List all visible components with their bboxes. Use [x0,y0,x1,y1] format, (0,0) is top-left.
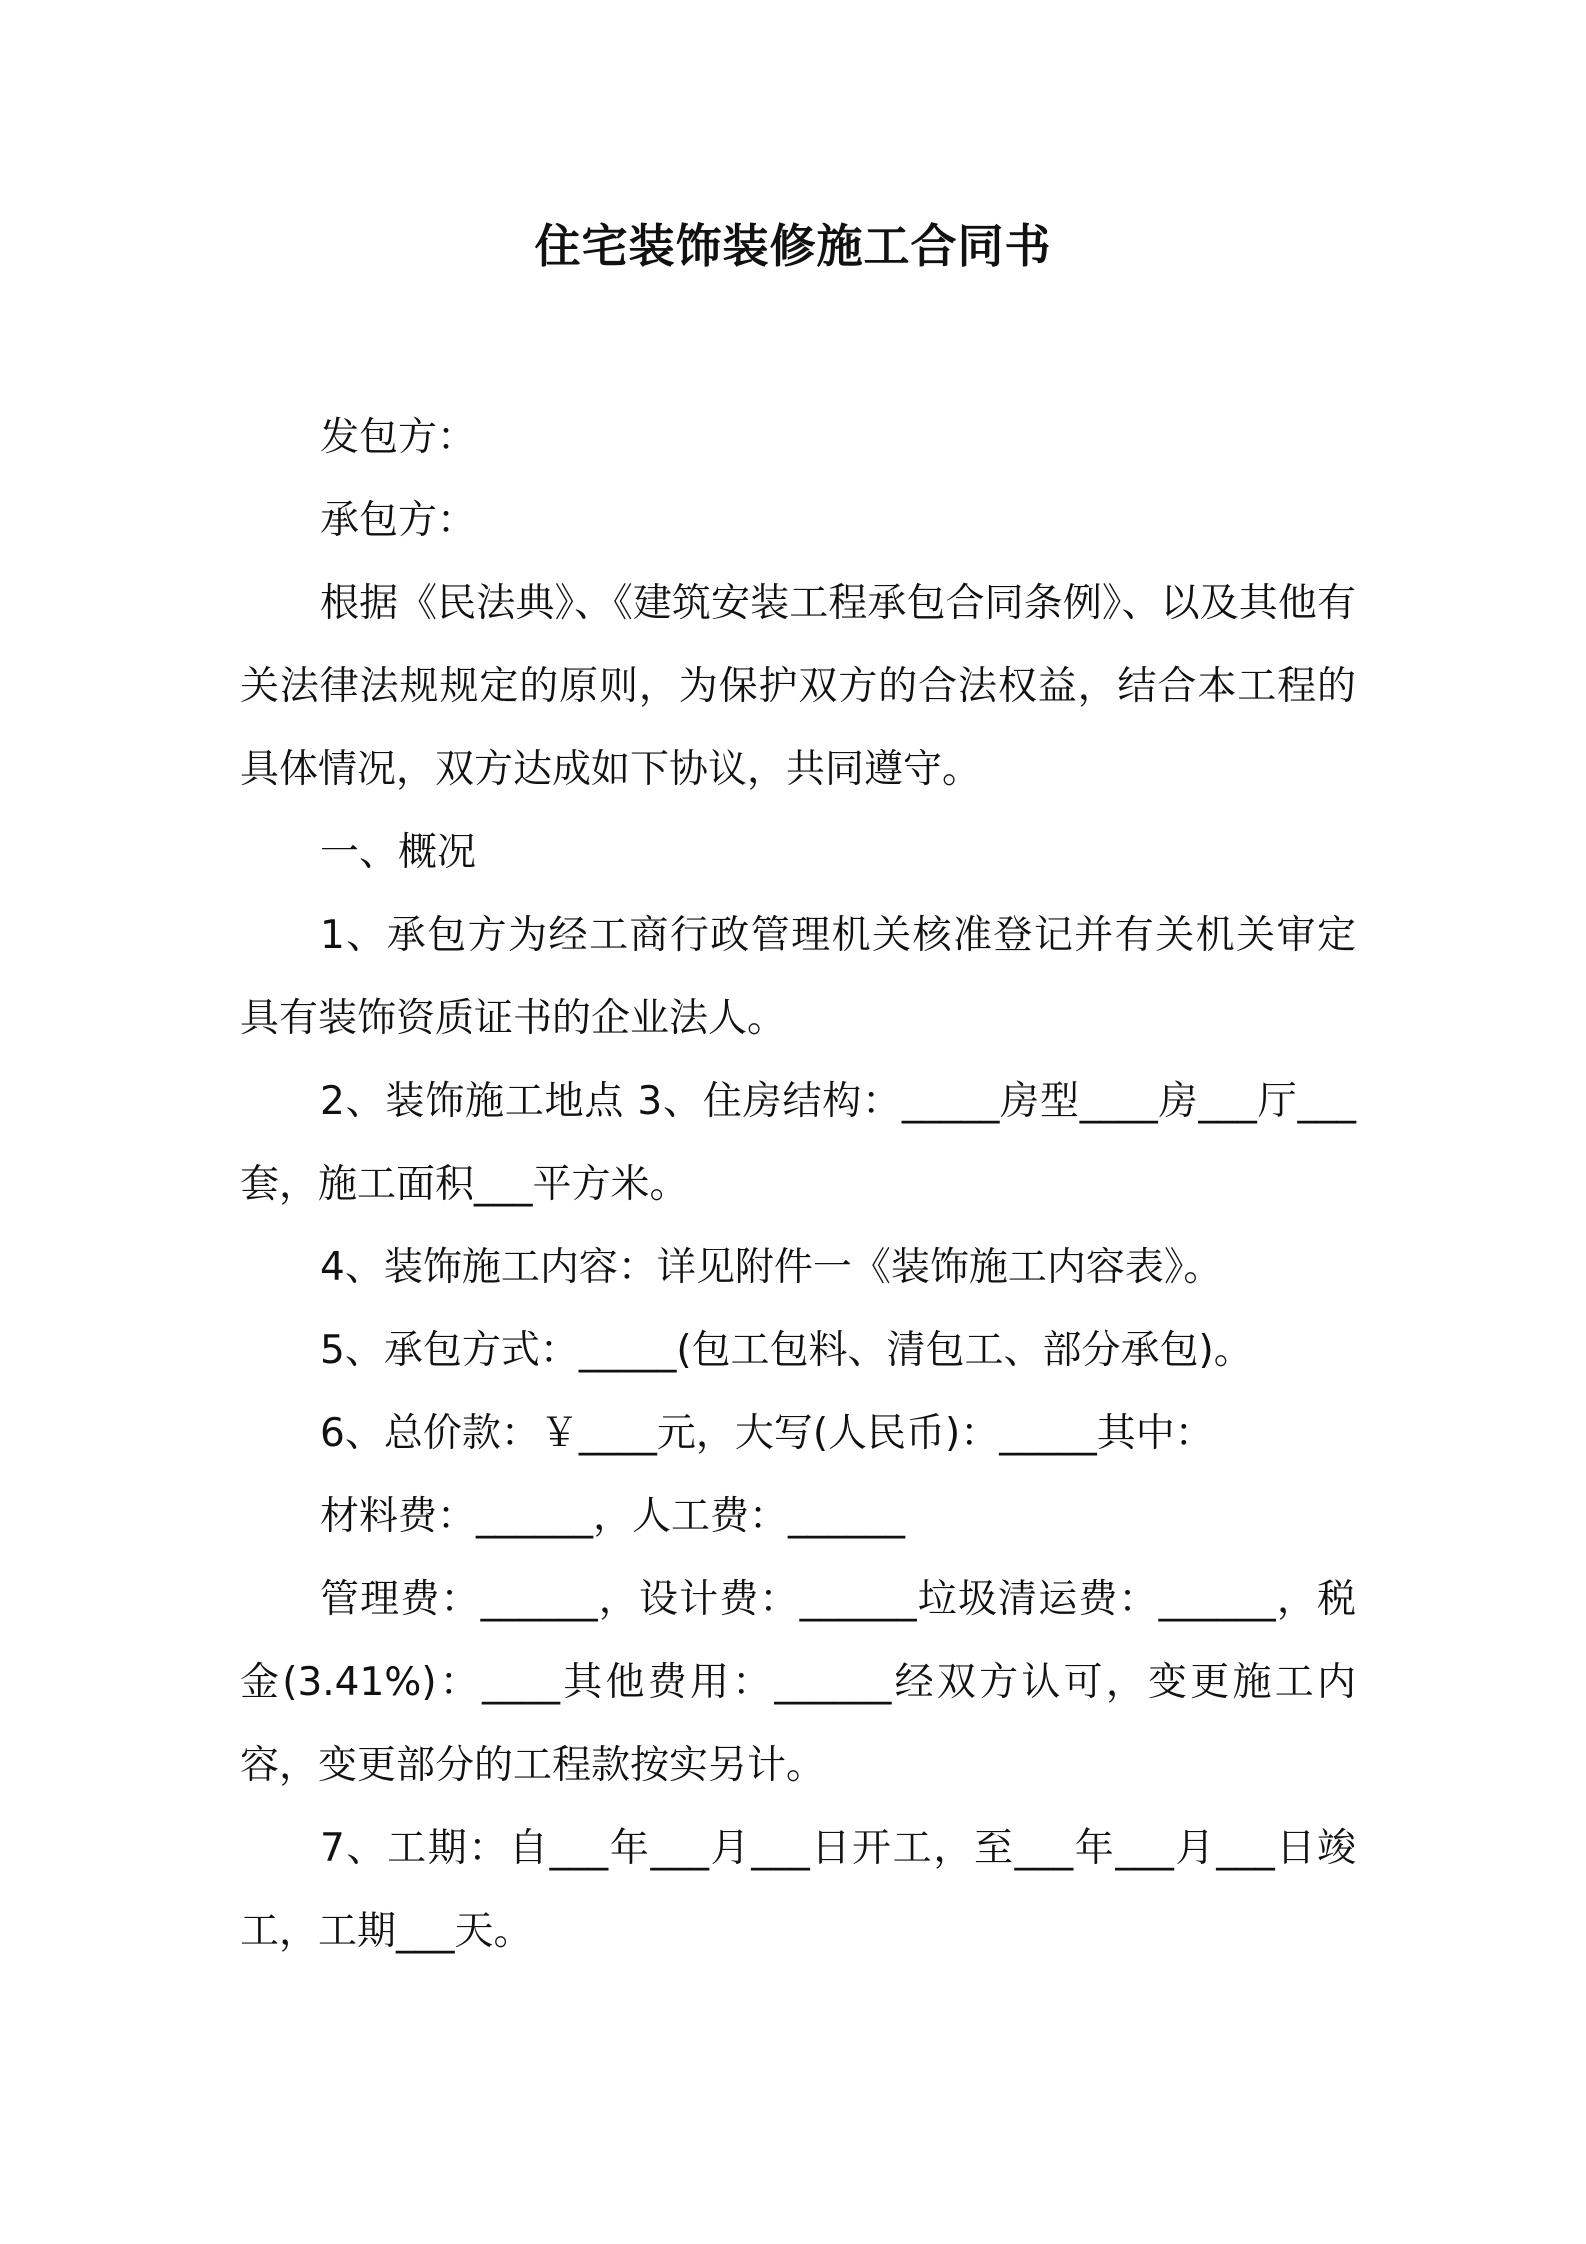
clause-1: 1、承包方为经工商行政管理机关核准登记并有关机关审定具有装饰资质证书的企业法人。 [240,913,1356,1041]
clause-7: 7、工期：自___年___月___日开工，至___年___月___日竣工，工期___天。 [240,1826,1356,1954]
preamble-paragraph: 根据《民法典》、《建筑安装工程承包合同条例》、以及其他有关法律法规规定的原则，为保护双方的合法权益，结合本工程的具体情况，双方达成如下协议，共同遵守。 [240,581,1356,792]
fee-line-management-design: 管理费：______，设计费：______垃圾清运费：______，税金(3.41%)：____其他费用：______经双方认可，变更施工内容，变更部分的工程款按实另计。 [240,1577,1356,1788]
clause-4: 4、装饰施工内容：详见附件一《装饰施工内容表》。 [320,1245,1223,1290]
section-heading-overview: 一、概况 [320,830,477,875]
clause-6: 6、总价款：￥____元，大写(人民币)：_____其中： [320,1411,1214,1456]
party-b-line: 承包方： [320,498,477,543]
clause-2-3: 2、装饰施工地点 3、住房结构：_____房型____房___厅___套，施工面积___平方米。 [240,1079,1356,1207]
clause-5: 5、承包方式：_____(包工包料、清包工、部分承包)。 [320,1328,1253,1373]
document-body [240,396,1356,1973]
fee-line-material-labor: 材料费：______，人工费：______ [320,1494,906,1539]
party-a-line: 发包方： [320,415,477,460]
document-title: 住宅装饰装修施工合同书 [534,219,1052,273]
